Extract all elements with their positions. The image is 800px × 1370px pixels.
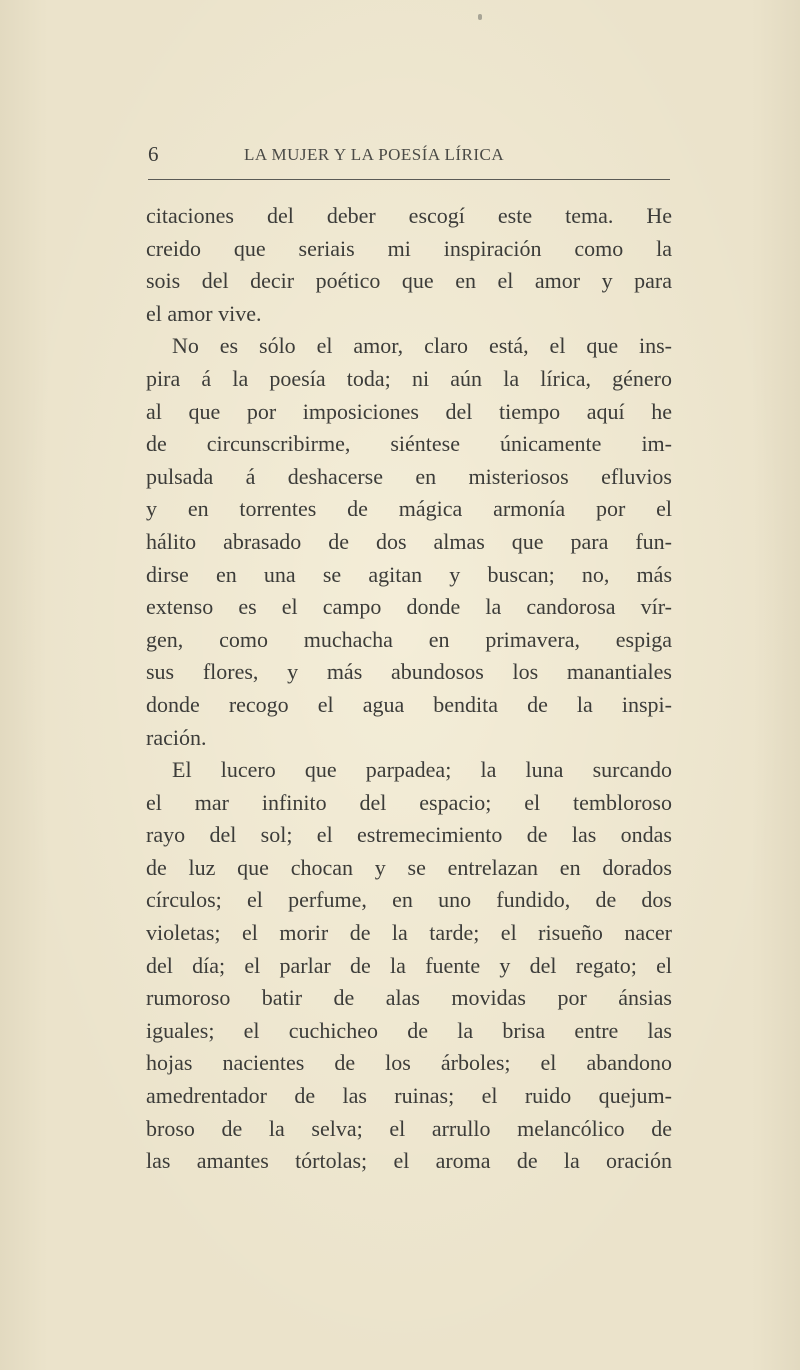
text-line: del día; el parlar de la fuente y del regato; el	[146, 952, 672, 978]
text-line: el amor vive.	[146, 300, 262, 326]
text-line: donde recogo el agua bendita de la inspi-	[146, 691, 672, 717]
text-line: gen, como muchacha en primavera, espiga	[146, 626, 672, 652]
text-line: y en torrentes de mágica armonía por el	[146, 496, 672, 522]
ink-speck	[478, 14, 482, 20]
text-line: el mar infinito del espacio; el tembloroso	[146, 789, 672, 815]
text-line: amedrentador de las ruinas; el ruido quejum-	[146, 1083, 672, 1109]
text-line: violetas; el morir de la tarde; el risueño nacer	[146, 920, 672, 946]
text-line: sus flores, y más abundosos los manantiales	[146, 659, 672, 685]
text-line: hojas nacientes de los árboles; el abandono	[146, 1050, 672, 1076]
text-line: pulsada á deshacerse en misteriosos efluvios	[146, 463, 672, 489]
text-line: de luz que chocan y se entrelazan en dorados	[146, 854, 672, 880]
text-line: al que por imposiciones del tiempo aquí he	[146, 398, 672, 424]
text-line: iguales; el cuchicheo de la brisa entre las	[146, 1017, 672, 1043]
text-line: rumoroso batir de alas movidas por ánsias	[146, 985, 672, 1011]
text-line: las amantes tórtolas; el aroma de la oración	[146, 1148, 672, 1174]
text-line: No es sólo el amor, claro está, el que ins-	[172, 333, 672, 359]
text-line: El lucero que parpadea; la luna surcando	[172, 757, 672, 783]
text-line: creido que seriais mi inspiración como la	[146, 235, 672, 261]
page-header	[148, 142, 670, 172]
header-rule	[148, 179, 670, 180]
text-line: dirse en una se agitan y buscan; no, más	[146, 561, 672, 587]
body-text	[146, 200, 672, 1178]
text-line: sois del decir poético que en el amor y para	[146, 268, 672, 294]
text-line: hálito abrasado de dos almas que para fun-	[146, 528, 672, 554]
text-line: extenso es el campo donde la candorosa vír-	[146, 594, 672, 620]
running-title: LA MUJER Y LA POESÍA LÍRICA	[244, 145, 505, 164]
text-line: ración.	[146, 724, 207, 750]
text-line: citaciones del deber escogí este tema. He	[146, 203, 672, 228]
text-line: pira á la poesía toda; ni aún la lírica, género	[146, 365, 672, 391]
text-line: círculos; el perfume, en uno fundido, de dos	[146, 887, 672, 913]
text-line: rayo del sol; el estremecimiento de las ondas	[146, 822, 672, 848]
page-number: 6	[148, 142, 159, 166]
text-line: de circunscribirme, siéntese únicamente im-	[146, 431, 672, 457]
text-line: broso de la selva; el arrullo melancólico de	[146, 1115, 672, 1141]
